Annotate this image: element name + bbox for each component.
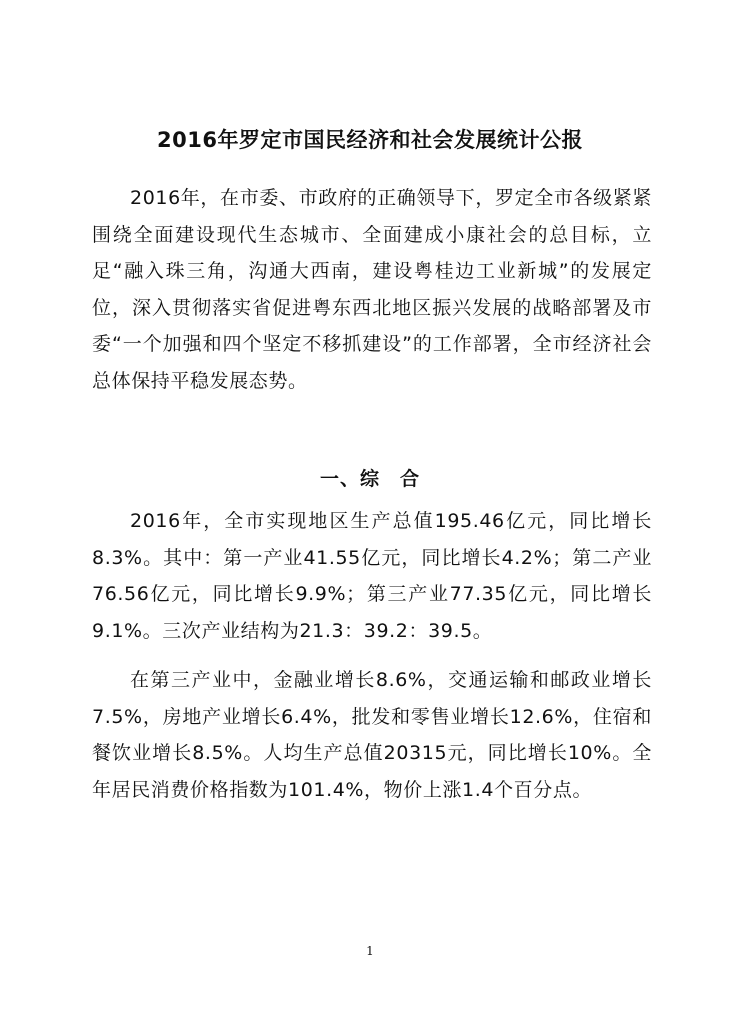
section-heading-comprehensive: 一、综 合 bbox=[319, 468, 420, 490]
intro-paragraph: 2016年，在市委、市政府的正确领导下，罗定全市各级紧紧围绕全面建设现代生态城市、全面建成小康社会的总目标，立足“融入珠三角，沟通大西南，建设粤桂边工业新城”的发展定位，深入贯彻落实省促进粤东西北地区振兴发展的战略部署及市委“一个加强和四个坚定不移抓建设”的工作部署，全市经济社会总体保持平稳发展态势。 bbox=[92, 187, 652, 392]
document-title: 2016年罗定市国民经济和社会发展统计公报 bbox=[157, 128, 583, 152]
section-paragraph-gdp: 2016年，全市实现地区生产总值195.46亿元，同比增长8.3%。其中：第一产业41.55亿元，同比增长4.2%；第二产业76.56亿元，同比增长9.9%；第三产业77.35亿元，同比增长9.1%。三次产业结构为21.3：39.2：39.5。 bbox=[92, 510, 652, 642]
page-number: 1 bbox=[366, 944, 374, 958]
section-paragraph-tertiary: 在第三产业中，金融业增长8.6%，交通运输和邮政业增长7.5%，房地产业增长6.4%，批发和零售业增长12.6%，住宿和餐饮业增长8.5%。人均生产总值20315元，同比增长10%。全年居民消费价格指数为101.4%，物价上涨1.4个百分点。 bbox=[92, 669, 652, 801]
